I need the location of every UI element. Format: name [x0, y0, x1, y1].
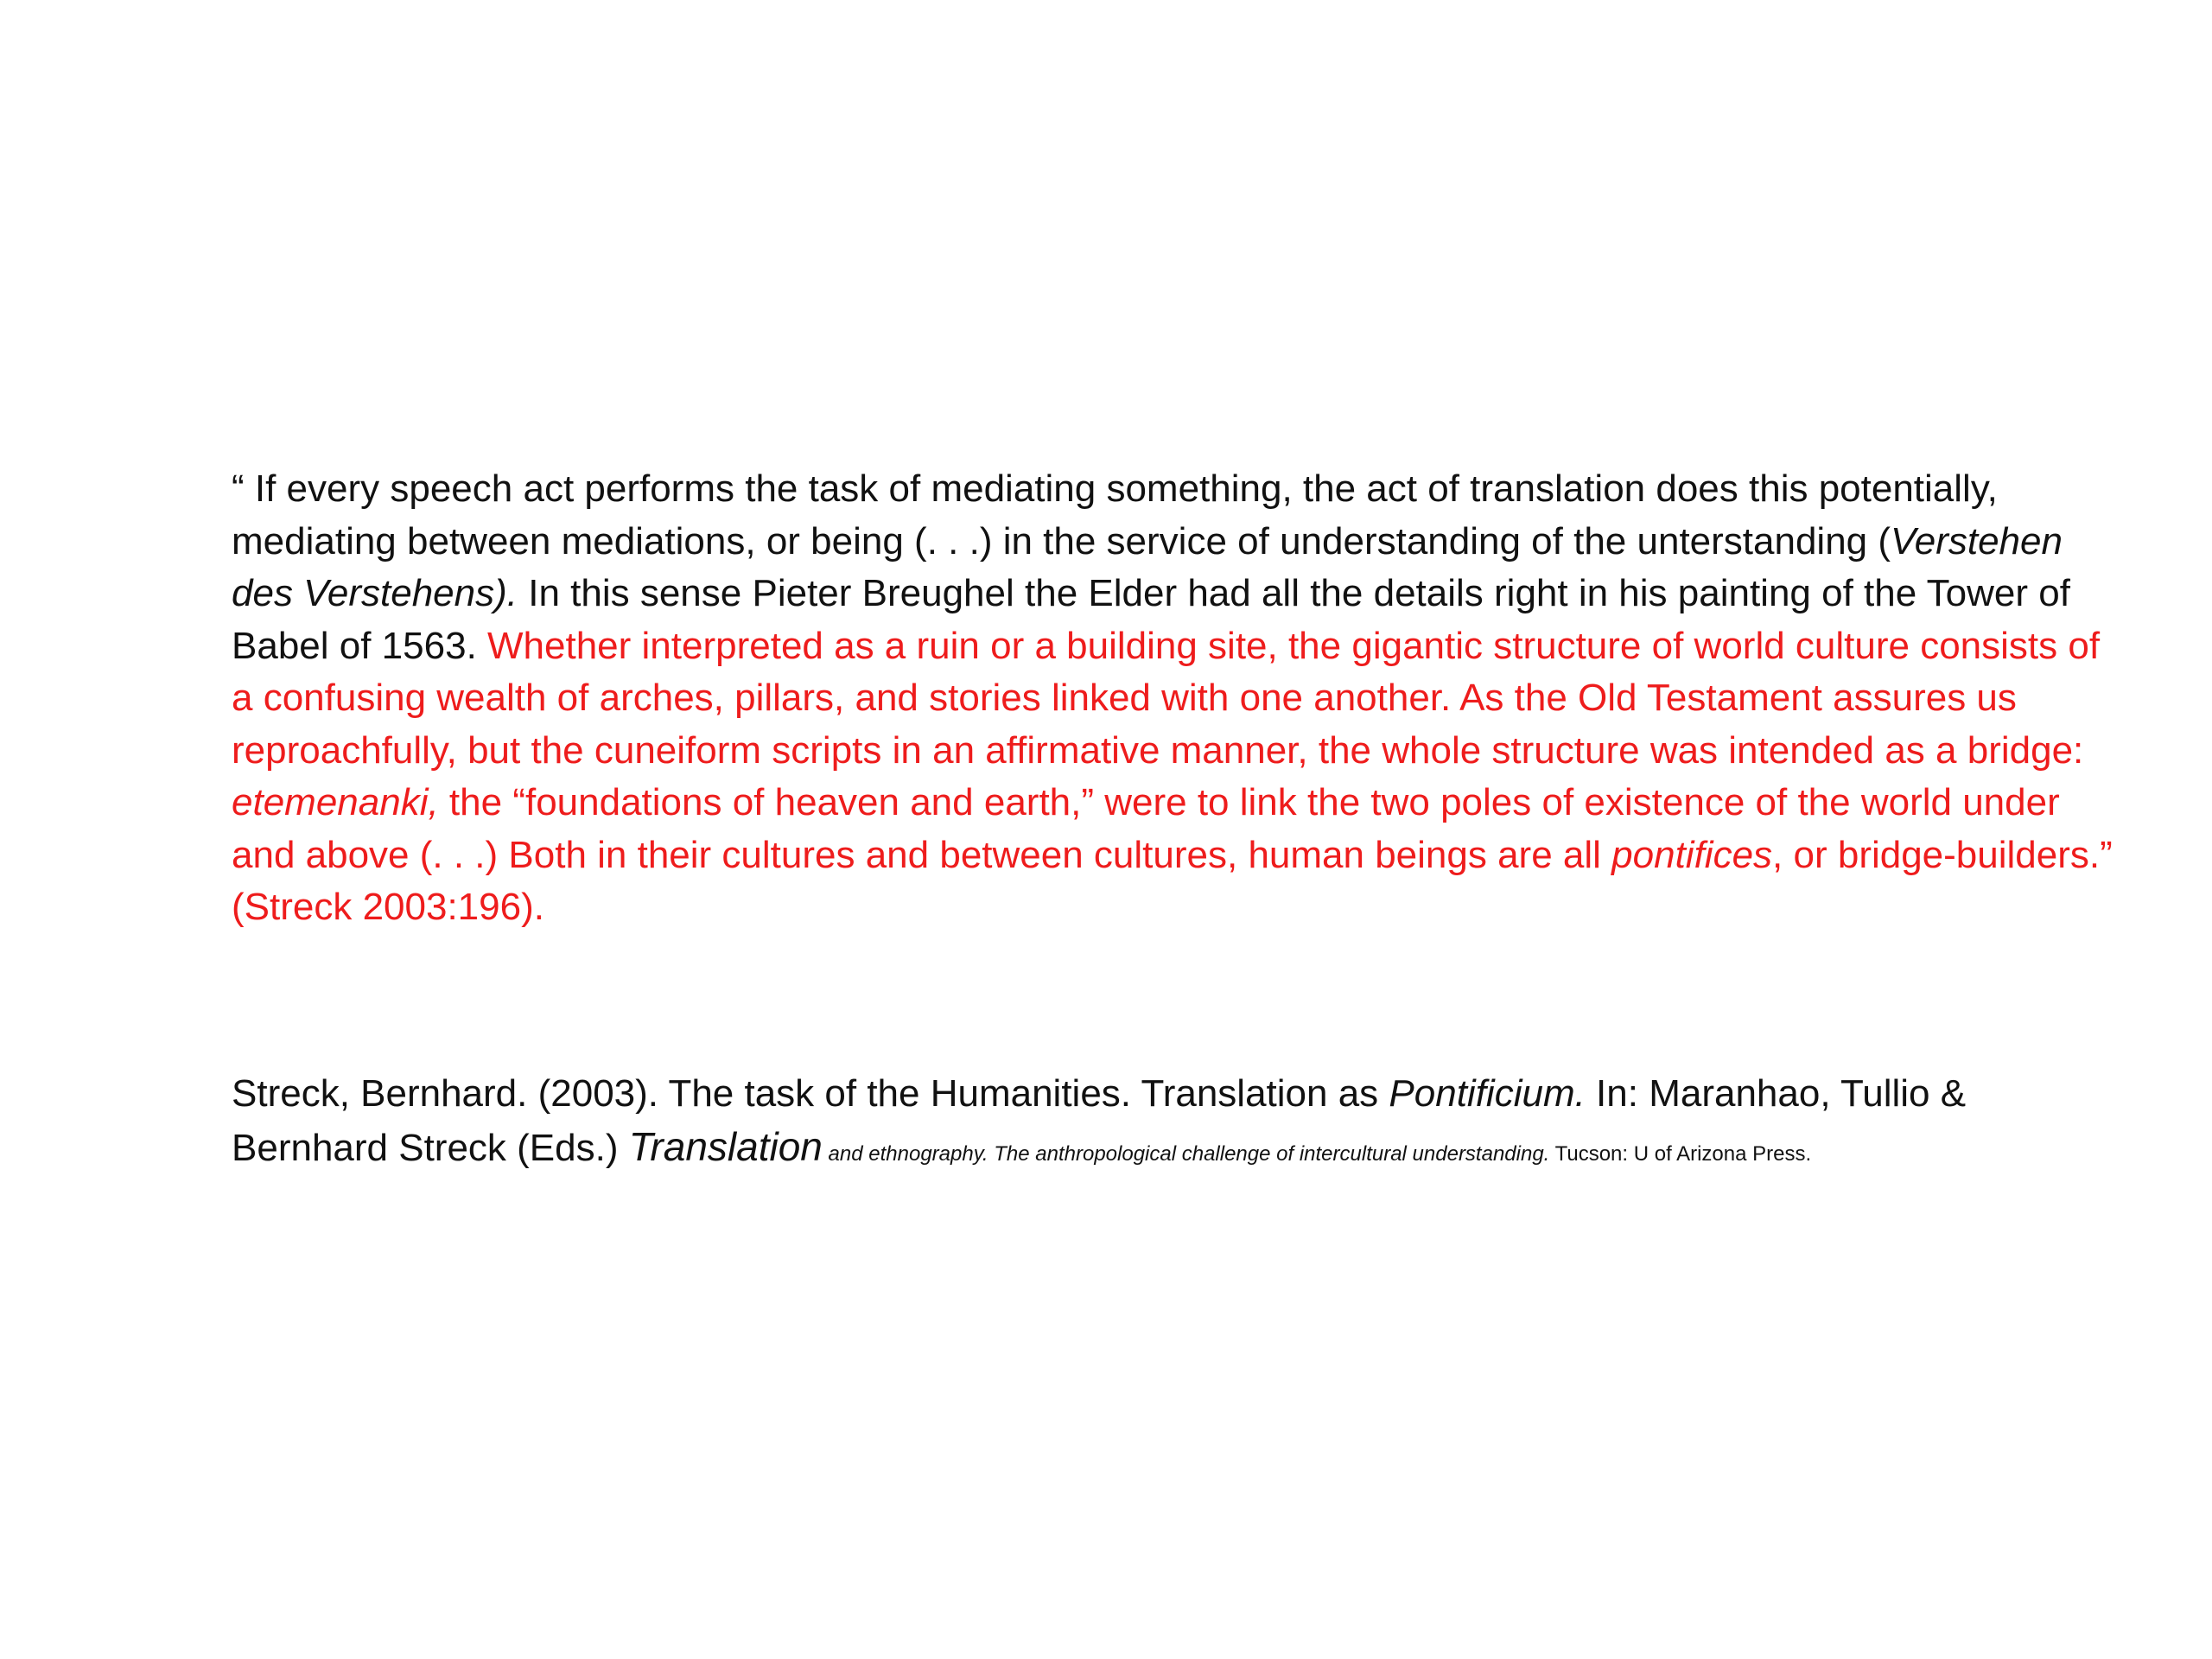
quote-lead-text: “ If every speech act performs the task of mediating something, the act of translation does this potentially, mediating between mediations, or being (. . .) in the service of understanding of the unterstanding (: [232, 467, 1998, 563]
reference-author-title: Streck, Bernhard. (2003). The task of the Humanities. Translation as: [232, 1072, 1389, 1115]
quote-highlight-part3: , or bridge-builders.” (Streck 2003:196).: [232, 833, 2113, 928]
quote-etemenanki-term: etemenanki,: [232, 781, 439, 823]
reference-citation: [232, 1068, 2133, 1180]
reference-editors: In: Maranhao, Tullio & Bernhard Streck (Eds.): [232, 1072, 1967, 1169]
reference-book-subtitle: and ethnography. The anthropological challenge of intercultural understanding.: [822, 1141, 1550, 1166]
quote-highlight-part2: the “foundations of heaven and earth,” were to link the two poles of existence of the world under and above (. . .) Both in their cultures and between cultures, human beings are all: [232, 781, 2060, 876]
quote-highlight-part1: Whether interpreted as a ruin or a building site, the gigantic structure of world culture consists of a confusing wealth of arches, pillars, and stories linked with one another. As the Old Testament assures us reproachfully, but the cuneiform scripts in an affirmative manner, the whole structure was intended as a bridge:: [232, 624, 2101, 772]
quote-verstehen-term: Verstehen des Verstehens).: [232, 519, 2063, 614]
reference-pontificium: Pontificium.: [1389, 1072, 1586, 1115]
reference-book-title: Translation: [628, 1123, 823, 1169]
reference-publisher: Tucson: U of Arizona Press.: [1549, 1141, 1812, 1166]
quote-breughel-text: In this sense Pieter Breughel the Elder had all the details right in his painting of the Tower of Babel of 1563.: [232, 572, 2070, 667]
quote-pontifices-term: pontifices: [1611, 833, 1773, 876]
quote-paragraph: [232, 463, 2115, 934]
